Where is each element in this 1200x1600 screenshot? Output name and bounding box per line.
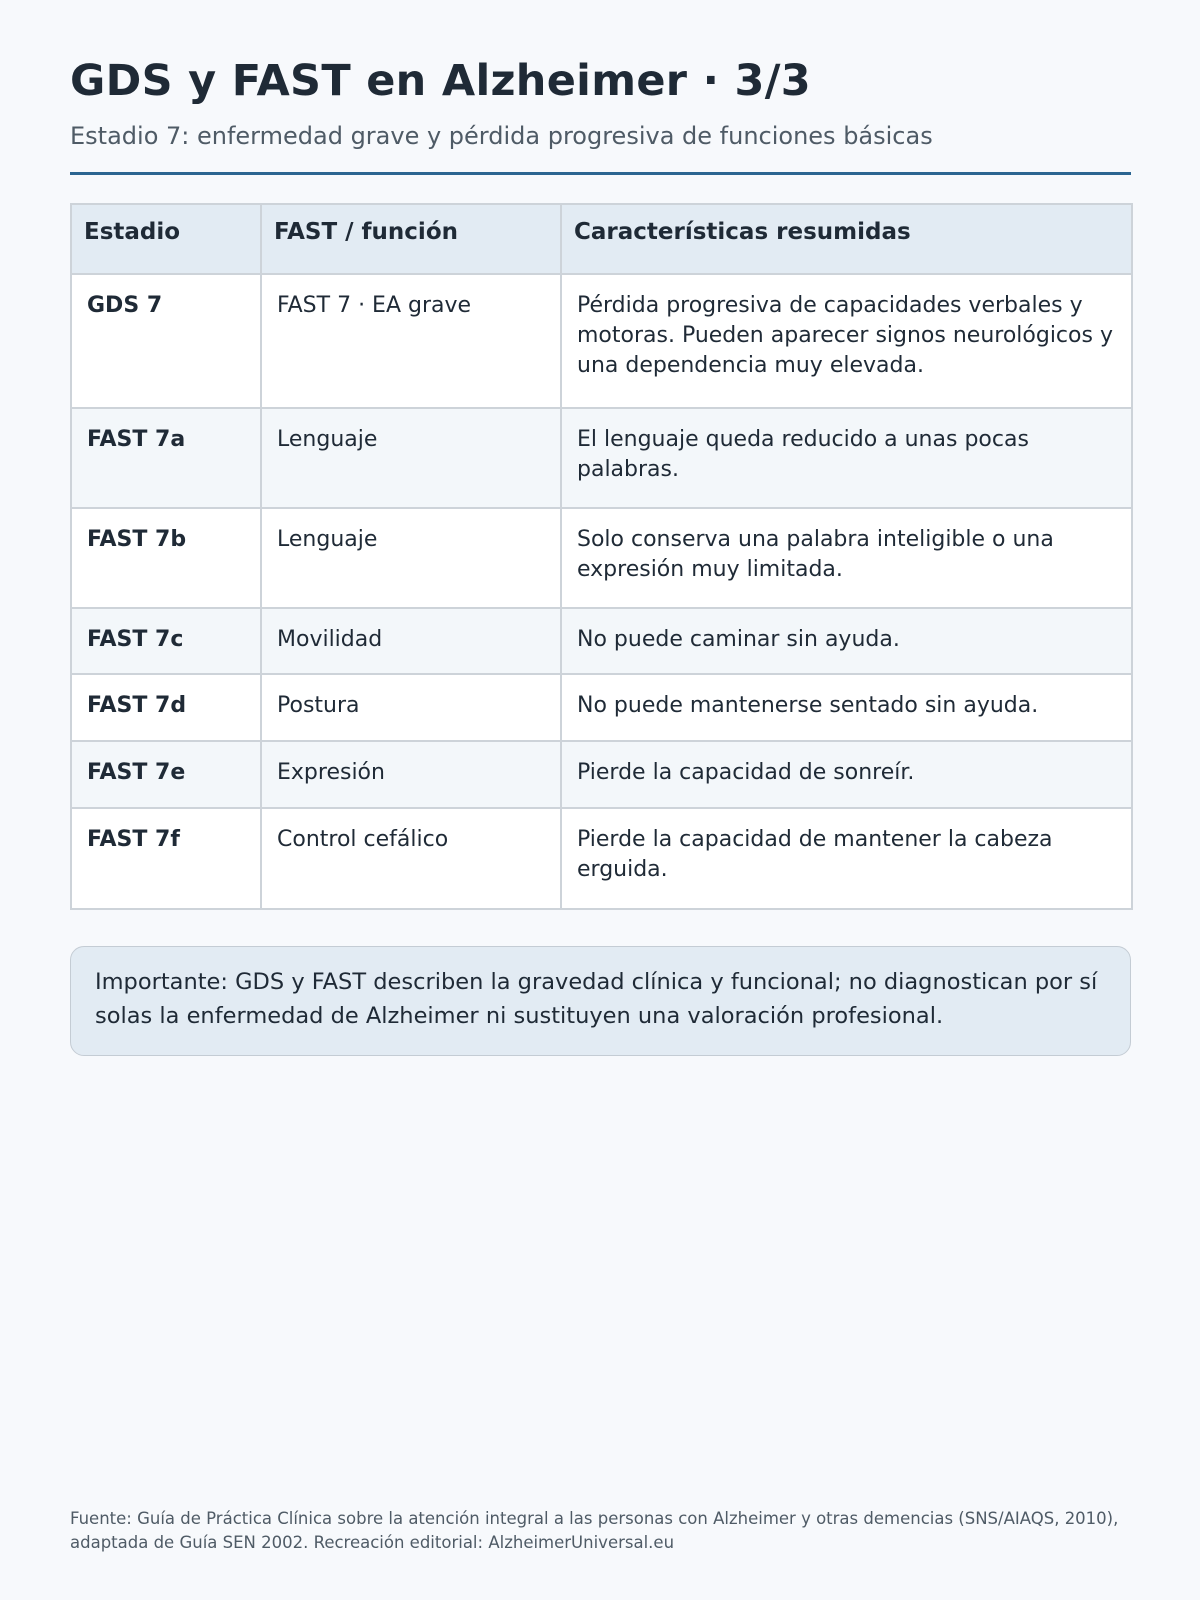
description-cell: No puede caminar sin ayuda. bbox=[561, 608, 1132, 674]
column-header-function: FAST / función bbox=[261, 204, 561, 274]
table-row bbox=[71, 608, 1132, 674]
function-cell: Lenguaje bbox=[261, 508, 561, 608]
column-header-stage: Estadio bbox=[71, 204, 261, 274]
function-cell: Control cefálico bbox=[261, 808, 561, 909]
stage-cell: FAST 7a bbox=[71, 408, 261, 508]
table-row bbox=[71, 674, 1132, 741]
function-cell: Postura bbox=[261, 674, 561, 741]
stage-cell: FAST 7e bbox=[71, 741, 261, 808]
stage-cell: FAST 7f bbox=[71, 808, 261, 909]
column-header-description: Características resumidas bbox=[561, 204, 1132, 274]
description-cell: Solo conserva una palabra inteligible o una expresión muy limitada. bbox=[561, 508, 1132, 608]
table-row bbox=[71, 408, 1132, 508]
important-note: Importante: GDS y FAST describen la gravedad clínica y funcional; no diagnostican por sí solas la enfermedad de Alzheimer ni sustituyen una valoración profesional. bbox=[70, 946, 1131, 1056]
page-title: GDS y FAST en Alzheimer · 3/3 bbox=[70, 56, 811, 106]
table-row bbox=[71, 508, 1132, 608]
table-row bbox=[71, 808, 1132, 909]
stage-cell: GDS 7 bbox=[71, 274, 261, 408]
stage-cell: FAST 7c bbox=[71, 608, 261, 674]
function-cell: Movilidad bbox=[261, 608, 561, 674]
function-cell: FAST 7 · EA grave bbox=[261, 274, 561, 408]
function-cell: Lenguaje bbox=[261, 408, 561, 508]
description-cell: Pierde la capacidad de mantener la cabeza erguida. bbox=[561, 808, 1132, 909]
description-cell: Pérdida progresiva de capacidades verbales y motoras. Pueden aparecer signos neurológicos y una dependencia muy elevada. bbox=[561, 274, 1132, 408]
function-cell: Expresión bbox=[261, 741, 561, 808]
table-row bbox=[71, 741, 1132, 808]
stages-table bbox=[70, 203, 1133, 910]
description-cell: El lenguaje queda reducido a unas pocas palabras. bbox=[561, 408, 1132, 508]
table-row bbox=[71, 274, 1132, 408]
description-cell: No puede mantenerse sentado sin ayuda. bbox=[561, 674, 1132, 741]
page-subtitle: Estadio 7: enfermedad grave y pérdida progresiva de funciones básicas bbox=[70, 122, 933, 150]
stage-cell: FAST 7b bbox=[71, 508, 261, 608]
stage-cell: FAST 7d bbox=[71, 674, 261, 741]
description-cell: Pierde la capacidad de sonreír. bbox=[561, 741, 1132, 808]
table-header-row bbox=[71, 204, 1132, 274]
source-footer: Fuente: Guía de Práctica Clínica sobre la atención integral a las personas con Alzheimer y otras demencias (SNS/AIAQS, 2010), adaptada de Guía SEN 2002. Recreación editorial: AlzheimerUniversal.eu bbox=[70, 1509, 1119, 1552]
header-divider bbox=[70, 172, 1131, 175]
